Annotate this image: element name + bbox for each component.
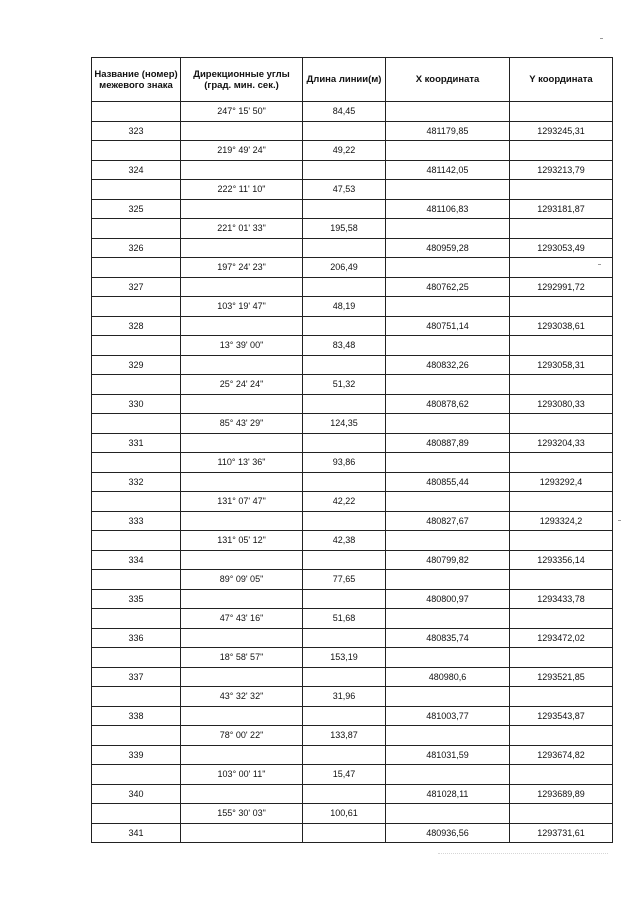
line-length-cell: 83,48 [303, 336, 386, 356]
empty-cell [303, 784, 386, 804]
segment-row [92, 531, 613, 551]
mark-name-cell: 336 [92, 628, 181, 648]
empty-cell [303, 355, 386, 375]
mark-name-cell: 338 [92, 706, 181, 726]
empty-cell [181, 745, 303, 765]
empty-cell [92, 609, 181, 629]
header-y-coordinate: Y координата [510, 58, 613, 102]
empty-cell [181, 355, 303, 375]
y-coordinate-cell: 1293245,31 [510, 121, 613, 141]
direction-angle-cell: 85° 43' 29" [181, 414, 303, 434]
line-length-cell: 206,49 [303, 258, 386, 278]
line-length-cell: 51,32 [303, 375, 386, 395]
segment-row [92, 258, 613, 278]
y-coordinate-cell: 1293521,85 [510, 667, 613, 687]
mark-name-cell: 329 [92, 355, 181, 375]
x-coordinate-cell: 480855,44 [386, 472, 510, 492]
empty-cell [303, 550, 386, 570]
line-length-cell: 133,87 [303, 726, 386, 746]
line-length-cell: 47,53 [303, 180, 386, 200]
y-coordinate-cell: 1293324,2 [510, 511, 613, 531]
segment-row [92, 180, 613, 200]
point-row [92, 745, 613, 765]
empty-cell [386, 180, 510, 200]
point-row [92, 511, 613, 531]
y-coordinate-cell: 1293204,33 [510, 433, 613, 453]
empty-cell [386, 648, 510, 668]
x-coordinate-cell: 480887,89 [386, 433, 510, 453]
empty-cell [303, 238, 386, 258]
empty-cell [181, 628, 303, 648]
table-body [92, 102, 613, 843]
empty-cell [303, 589, 386, 609]
empty-cell [510, 570, 613, 590]
direction-angle-cell: 47° 43' 16" [181, 609, 303, 629]
empty-cell [386, 804, 510, 824]
empty-cell [92, 570, 181, 590]
y-coordinate-cell: 1292991,72 [510, 277, 613, 297]
empty-cell [181, 121, 303, 141]
empty-cell [92, 765, 181, 785]
direction-angle-cell: 43° 32' 32" [181, 687, 303, 707]
y-coordinate-cell: 1293472,02 [510, 628, 613, 648]
empty-cell [510, 375, 613, 395]
empty-cell [181, 277, 303, 297]
empty-cell [303, 121, 386, 141]
empty-cell [181, 823, 303, 843]
mark-name-cell: 328 [92, 316, 181, 336]
mark-name-cell: 333 [92, 511, 181, 531]
header-mark-name: Название (номер) межевого знака [92, 58, 181, 102]
direction-angle-cell: 110° 13' 36" [181, 453, 303, 473]
scan-speck [600, 38, 603, 39]
point-row [92, 238, 613, 258]
line-length-cell: 153,19 [303, 648, 386, 668]
empty-cell [510, 141, 613, 161]
empty-cell [510, 609, 613, 629]
empty-cell [92, 141, 181, 161]
point-row [92, 706, 613, 726]
y-coordinate-cell: 1293689,89 [510, 784, 613, 804]
mark-name-cell: 337 [92, 667, 181, 687]
segment-row [92, 804, 613, 824]
segment-row [92, 375, 613, 395]
empty-cell [386, 726, 510, 746]
empty-cell [92, 375, 181, 395]
x-coordinate-cell: 481142,05 [386, 160, 510, 180]
mark-name-cell: 327 [92, 277, 181, 297]
empty-cell [510, 258, 613, 278]
empty-cell [386, 609, 510, 629]
segment-row [92, 765, 613, 785]
empty-cell [92, 414, 181, 434]
empty-cell [386, 219, 510, 239]
empty-cell [181, 394, 303, 414]
header-x-coordinate: X координата [386, 58, 510, 102]
scan-speck [618, 520, 621, 521]
x-coordinate-cell: 480751,14 [386, 316, 510, 336]
mark-name-cell: 340 [92, 784, 181, 804]
empty-cell [181, 199, 303, 219]
empty-cell [510, 453, 613, 473]
line-length-cell: 31,96 [303, 687, 386, 707]
point-row [92, 628, 613, 648]
direction-angle-cell: 221° 01' 33" [181, 219, 303, 239]
x-coordinate-cell: 480799,82 [386, 550, 510, 570]
empty-cell [181, 589, 303, 609]
point-row [92, 355, 613, 375]
segment-row [92, 141, 613, 161]
empty-cell [510, 219, 613, 239]
point-row [92, 199, 613, 219]
empty-cell [510, 414, 613, 434]
segment-row [92, 297, 613, 317]
mark-name-cell: 324 [92, 160, 181, 180]
mark-name-cell: 323 [92, 121, 181, 141]
empty-cell [510, 297, 613, 317]
empty-cell [92, 453, 181, 473]
segment-row [92, 570, 613, 590]
empty-cell [386, 375, 510, 395]
empty-cell [92, 648, 181, 668]
empty-cell [303, 316, 386, 336]
point-row [92, 277, 613, 297]
empty-cell [181, 550, 303, 570]
empty-cell [92, 258, 181, 278]
x-coordinate-cell: 481031,59 [386, 745, 510, 765]
y-coordinate-cell: 1293213,79 [510, 160, 613, 180]
x-coordinate-cell: 480800,97 [386, 589, 510, 609]
x-coordinate-cell: 480936,56 [386, 823, 510, 843]
empty-cell [510, 336, 613, 356]
point-row [92, 433, 613, 453]
mark-name-cell: 332 [92, 472, 181, 492]
direction-angle-cell: 25° 24' 24" [181, 375, 303, 395]
empty-cell [510, 531, 613, 551]
direction-angle-cell: 155° 30' 03" [181, 804, 303, 824]
empty-cell [386, 102, 510, 122]
line-length-cell: 100,61 [303, 804, 386, 824]
x-coordinate-cell: 480878,62 [386, 394, 510, 414]
mark-name-cell: 341 [92, 823, 181, 843]
y-coordinate-cell: 1293292,4 [510, 472, 613, 492]
empty-cell [92, 804, 181, 824]
direction-angle-cell: 18° 58' 57" [181, 648, 303, 668]
direction-angle-cell: 78° 00' 22" [181, 726, 303, 746]
empty-cell [303, 667, 386, 687]
point-row [92, 784, 613, 804]
segment-row [92, 219, 613, 239]
empty-cell [303, 745, 386, 765]
empty-cell [303, 199, 386, 219]
empty-cell [303, 394, 386, 414]
empty-cell [303, 628, 386, 648]
direction-angle-cell: 103° 19' 47" [181, 297, 303, 317]
y-coordinate-cell: 1293053,49 [510, 238, 613, 258]
scan-speck [598, 264, 601, 265]
mark-name-cell: 334 [92, 550, 181, 570]
y-coordinate-cell: 1293181,87 [510, 199, 613, 219]
empty-cell [386, 414, 510, 434]
boundary-marks-table [91, 57, 613, 843]
empty-cell [181, 472, 303, 492]
empty-cell [181, 784, 303, 804]
empty-cell [303, 433, 386, 453]
empty-cell [181, 706, 303, 726]
empty-cell [386, 765, 510, 785]
direction-angle-cell: 222° 11' 10" [181, 180, 303, 200]
line-length-cell: 84,45 [303, 102, 386, 122]
segment-row [92, 609, 613, 629]
line-length-cell: 48,19 [303, 297, 386, 317]
empty-cell [510, 765, 613, 785]
line-length-cell: 42,38 [303, 531, 386, 551]
empty-cell [92, 336, 181, 356]
point-row [92, 667, 613, 687]
empty-cell [510, 492, 613, 512]
x-coordinate-cell: 481179,85 [386, 121, 510, 141]
empty-cell [386, 336, 510, 356]
direction-angle-cell: 89° 09' 05" [181, 570, 303, 590]
empty-cell [92, 297, 181, 317]
x-coordinate-cell: 480835,74 [386, 628, 510, 648]
empty-cell [510, 687, 613, 707]
header-direction-angle: Дирекционные углы (град. мин. сек.) [181, 58, 303, 102]
mark-name-cell: 326 [92, 238, 181, 258]
direction-angle-cell: 131° 07' 47" [181, 492, 303, 512]
empty-cell [92, 687, 181, 707]
empty-cell [386, 141, 510, 161]
direction-angle-cell: 219° 49' 24" [181, 141, 303, 161]
y-coordinate-cell: 1293038,61 [510, 316, 613, 336]
empty-cell [92, 102, 181, 122]
line-length-cell: 93,86 [303, 453, 386, 473]
y-coordinate-cell: 1293674,82 [510, 745, 613, 765]
empty-cell [303, 472, 386, 492]
segment-row [92, 414, 613, 434]
y-coordinate-cell: 1293433,78 [510, 589, 613, 609]
mark-name-cell: 335 [92, 589, 181, 609]
y-coordinate-cell: 1293080,33 [510, 394, 613, 414]
empty-cell [92, 219, 181, 239]
mark-name-cell: 331 [92, 433, 181, 453]
y-coordinate-cell: 1293543,87 [510, 706, 613, 726]
empty-cell [92, 180, 181, 200]
empty-cell [510, 180, 613, 200]
empty-cell [510, 648, 613, 668]
x-coordinate-cell: 480762,25 [386, 277, 510, 297]
x-coordinate-cell: 481003,77 [386, 706, 510, 726]
x-coordinate-cell: 481028,11 [386, 784, 510, 804]
empty-cell [92, 531, 181, 551]
point-row [92, 316, 613, 336]
line-length-cell: 42,22 [303, 492, 386, 512]
empty-cell [386, 531, 510, 551]
empty-cell [303, 511, 386, 531]
point-row [92, 394, 613, 414]
empty-cell [181, 667, 303, 687]
empty-cell [303, 160, 386, 180]
x-coordinate-cell: 481106,83 [386, 199, 510, 219]
mark-name-cell: 325 [92, 199, 181, 219]
empty-cell [303, 706, 386, 726]
direction-angle-cell: 103° 00' 11" [181, 765, 303, 785]
mark-name-cell: 339 [92, 745, 181, 765]
empty-cell [92, 492, 181, 512]
empty-cell [181, 433, 303, 453]
line-length-cell: 124,35 [303, 414, 386, 434]
segment-row [92, 726, 613, 746]
empty-cell [181, 511, 303, 531]
segment-row [92, 492, 613, 512]
line-length-cell: 51,68 [303, 609, 386, 629]
empty-cell [181, 316, 303, 336]
empty-cell [181, 238, 303, 258]
line-length-cell: 77,65 [303, 570, 386, 590]
segment-row [92, 648, 613, 668]
segment-row [92, 453, 613, 473]
line-length-cell: 15,47 [303, 765, 386, 785]
mark-name-cell: 330 [92, 394, 181, 414]
empty-cell [510, 726, 613, 746]
direction-angle-cell: 197° 24' 23" [181, 258, 303, 278]
empty-cell [386, 258, 510, 278]
x-coordinate-cell: 480959,28 [386, 238, 510, 258]
empty-cell [386, 570, 510, 590]
empty-cell [510, 804, 613, 824]
line-length-cell: 195,58 [303, 219, 386, 239]
empty-cell [303, 277, 386, 297]
point-row [92, 160, 613, 180]
direction-angle-cell: 13° 39' 00" [181, 336, 303, 356]
empty-cell [92, 726, 181, 746]
empty-cell [386, 297, 510, 317]
empty-cell [510, 102, 613, 122]
point-row [92, 823, 613, 843]
header-line-length: Длина линии(м) [303, 58, 386, 102]
faint-stamp-mark [438, 853, 608, 864]
empty-cell [303, 823, 386, 843]
table-header-row [92, 58, 613, 102]
segment-row [92, 687, 613, 707]
x-coordinate-cell: 480827,67 [386, 511, 510, 531]
y-coordinate-cell: 1293058,31 [510, 355, 613, 375]
point-row [92, 121, 613, 141]
segment-row [92, 102, 613, 122]
y-coordinate-cell: 1293356,14 [510, 550, 613, 570]
direction-angle-cell: 247° 15' 50" [181, 102, 303, 122]
empty-cell [386, 453, 510, 473]
line-length-cell: 49,22 [303, 141, 386, 161]
direction-angle-cell: 131° 05' 12" [181, 531, 303, 551]
x-coordinate-cell: 480832,26 [386, 355, 510, 375]
point-row [92, 550, 613, 570]
y-coordinate-cell: 1293731,61 [510, 823, 613, 843]
segment-row [92, 336, 613, 356]
x-coordinate-cell: 480980,6 [386, 667, 510, 687]
empty-cell [386, 687, 510, 707]
point-row [92, 589, 613, 609]
point-row [92, 472, 613, 492]
empty-cell [386, 492, 510, 512]
empty-cell [181, 160, 303, 180]
